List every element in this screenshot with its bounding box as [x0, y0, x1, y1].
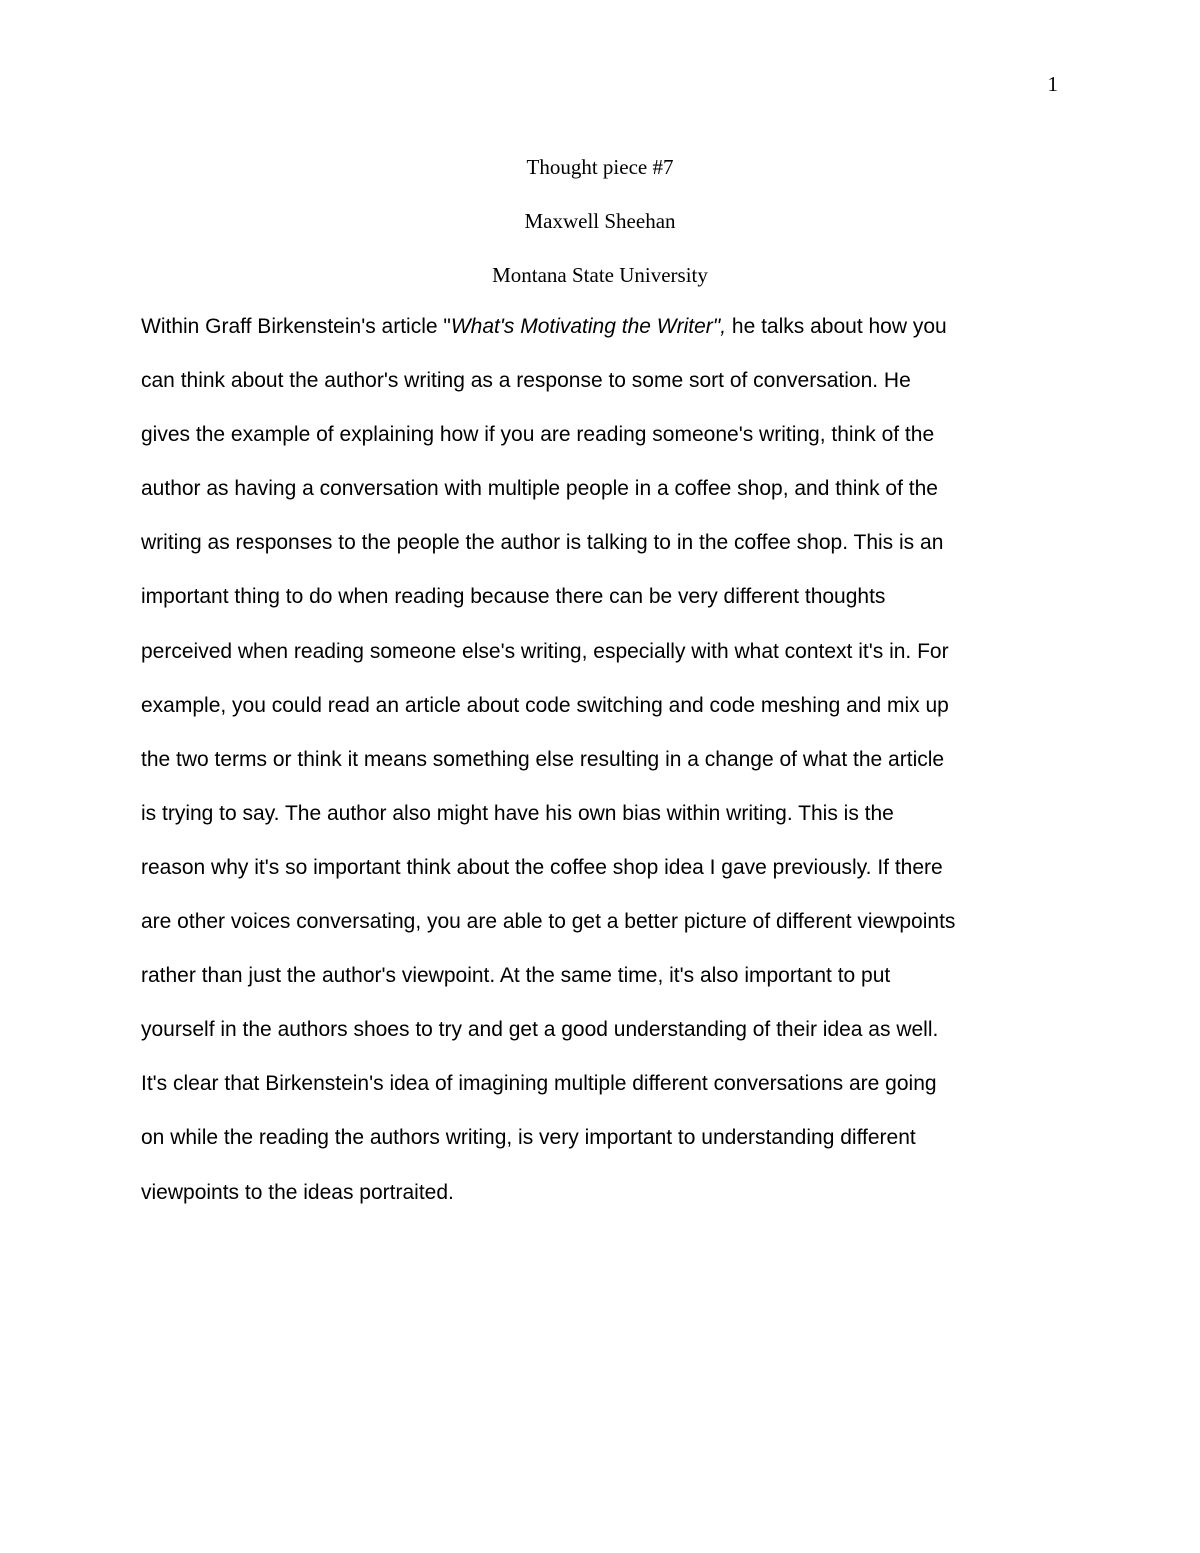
paragraph-line: example, you could read an article about code switching and code meshing and mix up	[141, 693, 949, 717]
paragraph-line: important thing to do when reading because there can be very different thoughts	[141, 585, 886, 609]
paragraph-line: on while the reading the authors writing, is very important to understanding different	[141, 1126, 916, 1150]
paragraph-line: viewpoints to the ideas portraited.	[141, 1180, 454, 1204]
paragraph-line	[141, 300, 1061, 354]
paragraph-line: author as having a conversation with multiple people in a coffee shop, and think of the	[141, 477, 938, 501]
paragraph-line: the two terms or think it means something else resulting in a change of what the article	[141, 747, 945, 771]
paragraph-line: yourself in the authors shoes to try and get a good understanding of their idea as well.	[141, 1018, 939, 1042]
paragraph-line: writing as responses to the people the author is talking to in the coffee shop. This is an	[141, 531, 944, 555]
author-name: Maxwell Sheehan	[524, 209, 676, 233]
paper-title: Thought piece #7	[526, 155, 674, 179]
paragraph-line: rather than just the author's viewpoint. At the same time, it's also important to put	[141, 964, 891, 988]
line-text-after-italic: he talks about how you	[726, 315, 947, 338]
article-title-italic: What's Motivating the Writer",	[450, 315, 727, 338]
institution-name: Montana State University	[492, 263, 708, 287]
paragraph-line: can think about the author's writing as a response to some sort of conversation. He	[141, 369, 911, 393]
page-number: 1	[1047, 72, 1058, 96]
paragraph-line: gives the example of explaining how if you are reading someone's writing, think of the	[141, 423, 935, 447]
paragraph-line: reason why it's so important think about the coffee shop idea I gave previously. If there	[141, 855, 943, 879]
title-block	[140, 140, 1060, 302]
paragraph-line: are other voices conversating, you are able to get a better picture of different viewpoints	[141, 910, 956, 934]
line-text-before-italic: Within Graff Birkenstein's article "	[141, 315, 451, 338]
paragraph-line: is trying to say. The author also might have his own bias within writing. This is the	[141, 801, 894, 825]
body-paragraph	[141, 300, 1061, 1220]
paragraph-line: perceived when reading someone else's writing, especially with what context it's in. For	[141, 639, 949, 663]
paragraph-line: It's clear that Birkenstein's idea of imagining multiple different conversations are going	[141, 1072, 937, 1096]
